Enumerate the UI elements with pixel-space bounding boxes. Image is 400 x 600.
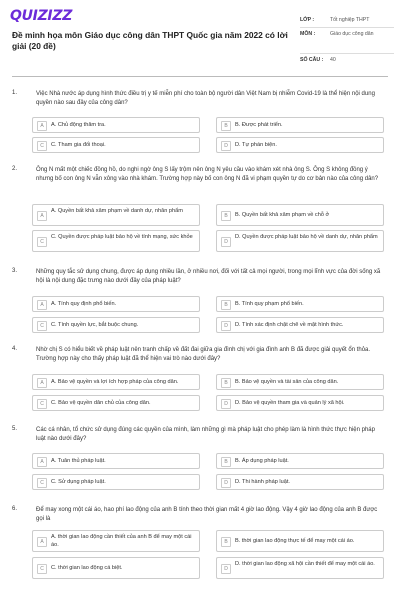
question-text: Nhờ chị S có hiểu biết về pháp luật nên tranh chấp về đất đai giữa gia đình chị với gia đình anh B đã được giải quyết ổn thỏa. Trường hợp này cho thấy pháp luật đã thể hiện vai trò nào dưới đây?	[36, 347, 371, 362]
option-letter: D	[221, 141, 231, 151]
option-letter: A	[37, 121, 47, 131]
option-letter: D	[221, 237, 231, 247]
question-number: 2.	[12, 166, 18, 172]
option-letter: B	[221, 457, 231, 467]
option-letter: C	[37, 399, 47, 409]
option-letter: D	[221, 399, 231, 409]
option-text: D. Tự phán biện.	[235, 142, 277, 148]
option-d[interactable]	[216, 474, 384, 490]
option-text: A. Chủ động thăm tra.	[51, 122, 106, 128]
option-text: C. Tính quyền lực, bắt buộc chung.	[51, 322, 139, 328]
option-letter: C	[37, 478, 47, 488]
meta-value: Tốt nghiệp THPT	[330, 17, 370, 23]
quizizz-logo[interactable]: QUIZIZZ	[10, 8, 73, 24]
question-2	[12, 166, 392, 256]
question-3	[12, 268, 392, 336]
option-c[interactable]	[32, 230, 200, 252]
question-5	[12, 426, 392, 498]
question-number: 4.	[12, 346, 18, 352]
option-a[interactable]	[32, 374, 200, 390]
option-c[interactable]	[32, 474, 200, 490]
document-header	[0, 0, 400, 72]
option-letter: A	[37, 211, 47, 221]
meta-value: 40	[330, 57, 336, 63]
option-letter: C	[37, 321, 47, 331]
option-text: A. Bảo vệ quyền và lợi ích hợp pháp của công dân.	[51, 379, 179, 385]
meta-row-class	[300, 14, 394, 28]
option-b[interactable]	[216, 204, 384, 226]
option-text: B. Quyền bất khả xâm phạm về chỗ ở	[235, 212, 330, 218]
option-c[interactable]	[32, 137, 200, 153]
option-a[interactable]	[32, 204, 200, 226]
question-text: Để may xong một cái áo, hao phí lao động của anh B tính theo thời gian mất 4 giờ lao động. Vậy 4 giờ lao động của anh B được gọi là	[36, 507, 378, 522]
meta-table	[300, 14, 394, 66]
option-letter: D	[221, 321, 231, 331]
option-text: C. Sử dụng pháp luật.	[51, 479, 106, 485]
question-text: Việc Nhà nước áp dụng hình thức điều trị y tế miễn phí cho toàn bộ người dân Việt Nam bị nhiễm Covid-19 là thể hiện nội dung quyền nào sau đây của công dân?	[36, 91, 375, 106]
meta-label: MÔN :	[300, 31, 316, 37]
header-divider	[12, 76, 388, 77]
option-a[interactable]	[32, 453, 200, 469]
option-text: C. Tham gia đối thoại.	[51, 142, 106, 148]
option-letter: C	[37, 237, 47, 247]
option-text: B. Tính quy phạm phổ biến.	[235, 301, 304, 307]
option-a[interactable]	[32, 117, 200, 133]
option-text: D. Bảo vệ quyền tham gia và quản lý xã hội.	[235, 400, 345, 406]
option-b[interactable]	[216, 530, 384, 552]
option-text: C. Bảo vệ quyền dân chủ của công dân.	[51, 400, 151, 406]
question-4	[12, 346, 392, 414]
option-c[interactable]	[32, 317, 200, 333]
question-text: Ông N mất một chiếc đồng hồ, do nghi ngờ ông S lấy trộm nên ông N yêu cầu vào khám xét nhà ông S. Ông S không đồng ý nhưng bố con ông N vẫn xông vào nhà khám. Trường hợp này bố con ông N đã vi phạm quyền tự do cơ bản nào của công dân?	[36, 167, 379, 182]
option-text: D. Quyền được pháp luật bảo hộ về danh dự, nhân phẩm	[235, 234, 378, 240]
meta-row-subject	[300, 28, 394, 54]
option-d[interactable]	[216, 137, 384, 153]
option-text: A. Quyền bất khả xâm phạm về danh dự, nhân phẩm	[51, 208, 183, 214]
option-a[interactable]	[32, 296, 200, 312]
question-number: 1.	[12, 90, 18, 96]
meta-row-count	[300, 54, 394, 66]
option-letter: B	[221, 121, 231, 131]
option-text: B. Được phát triển.	[235, 122, 283, 128]
option-text: C. thời gian lao động cá biệt.	[51, 565, 123, 571]
question-6	[12, 506, 392, 590]
option-text: A. Tính quy định phổ biến.	[51, 301, 117, 307]
option-a[interactable]	[32, 530, 200, 552]
option-d[interactable]	[216, 395, 384, 411]
question-number: 5.	[12, 426, 18, 432]
meta-value: Giáo dục công dân	[330, 31, 374, 37]
option-letter: D	[221, 564, 231, 574]
option-letter: B	[221, 378, 231, 388]
option-c[interactable]	[32, 395, 200, 411]
option-d[interactable]	[216, 230, 384, 252]
option-text: B. Áp dụng pháp luật.	[235, 458, 289, 464]
option-b[interactable]	[216, 296, 384, 312]
option-c[interactable]	[32, 557, 200, 579]
question-number: 3.	[12, 268, 18, 274]
option-text: B. thời gian lao động thực tế để may một cái áo.	[235, 538, 355, 544]
document-title: Đề minh họa môn Giáo dục công dân THPT Quốc gia năm 2022 có lời giải (20 đề)	[12, 30, 288, 51]
option-letter: B	[221, 537, 231, 547]
option-letter: A	[37, 457, 47, 467]
option-d[interactable]	[216, 317, 384, 333]
option-letter: C	[37, 141, 47, 151]
option-text: D. thời gian lao động xã hội cần thiết để may một cái áo.	[235, 561, 375, 567]
option-letter: D	[221, 478, 231, 488]
question-number: 6.	[12, 506, 18, 512]
option-text: A. thời gian lao động cần thiết của anh B để may một cái áo.	[51, 534, 192, 548]
option-b[interactable]	[216, 117, 384, 133]
question-text: Những quy tắc sử dụng chung, được áp dụng nhiều lần, ở nhiều nơi, đối với tất cả mọi người, trong mọi lĩnh vực của đời sống xã hội là nội dung đặc trưng nào dưới đây của pháp luật?	[36, 269, 381, 284]
option-text: D. Tính xác định chặt chẽ về mặt hình thức.	[235, 322, 344, 328]
option-letter: C	[37, 564, 47, 574]
option-text: C. Quyền được pháp luật bảo hộ về tính mạng, sức khỏe	[51, 234, 193, 240]
option-letter: B	[221, 211, 231, 221]
meta-label: LỚP :	[300, 17, 315, 23]
option-d[interactable]	[216, 557, 384, 579]
option-text: B. Bảo vệ quyền và tài sản của công dân.	[235, 379, 339, 385]
option-text: A. Tuân thủ pháp luật.	[51, 458, 106, 464]
question-1	[12, 90, 392, 156]
option-b[interactable]	[216, 374, 384, 390]
option-text: D. Thi hành pháp luật.	[235, 479, 290, 485]
meta-label: SỐ CÂU :	[300, 57, 324, 63]
option-letter: A	[37, 300, 47, 310]
option-letter: A	[37, 378, 47, 388]
option-b[interactable]	[216, 453, 384, 469]
question-text: Các cá nhân, tổ chức sử dụng đúng các quyền của mình, làm những gì mà pháp luật cho phép làm là hình thức thực hiện pháp luật nào dưới đây?	[36, 427, 375, 442]
option-letter: B	[221, 300, 231, 310]
option-letter: A	[37, 537, 47, 547]
